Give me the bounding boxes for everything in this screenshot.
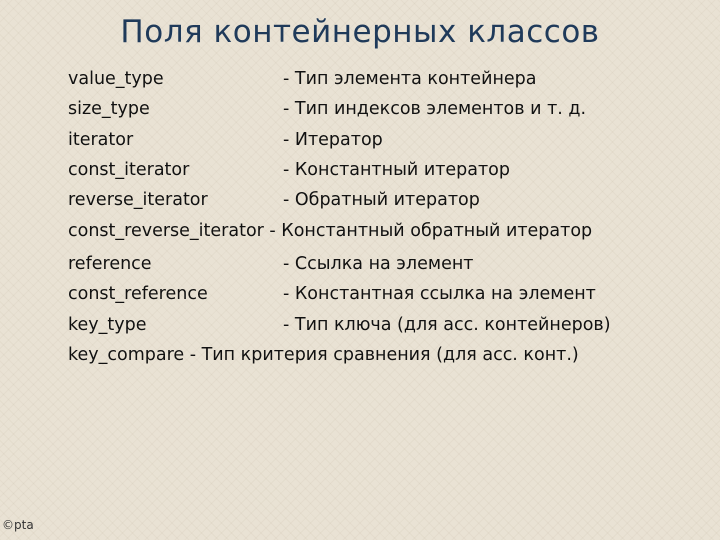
copyright-mark: ©pta (2, 518, 34, 532)
field-name: size_type (68, 99, 150, 119)
field-description: - Ссылка на элемент (283, 254, 474, 274)
field-description: - Константная ссылка на элемент (283, 284, 596, 304)
field-name: reverse_iterator (68, 190, 208, 210)
field-line: key_compare - Тип критерия сравнения (для асс. конт.) (68, 345, 579, 365)
field-name: iterator (68, 130, 134, 150)
field-description: - Тип элемента контейнера (283, 69, 537, 89)
slide-title: Поля контейнерных классов (120, 14, 600, 50)
field-description: - Итератор (283, 130, 383, 150)
field-description: - Обратный итератор (283, 190, 480, 210)
field-name: reference (68, 254, 152, 274)
field-name: value_type (68, 69, 164, 89)
field-name: const_reference (68, 284, 208, 304)
field-line: const_reverse_iterator - Константный обратный итератор (68, 221, 593, 241)
field-name: const_iterator (68, 160, 190, 180)
field-name: key_type (68, 315, 147, 335)
field-description: - Тип индексов элементов и т. д. (283, 99, 587, 119)
field-description: - Тип ключа (для асс. контейнеров) (283, 315, 611, 335)
field-description: - Константный итератор (283, 160, 510, 180)
